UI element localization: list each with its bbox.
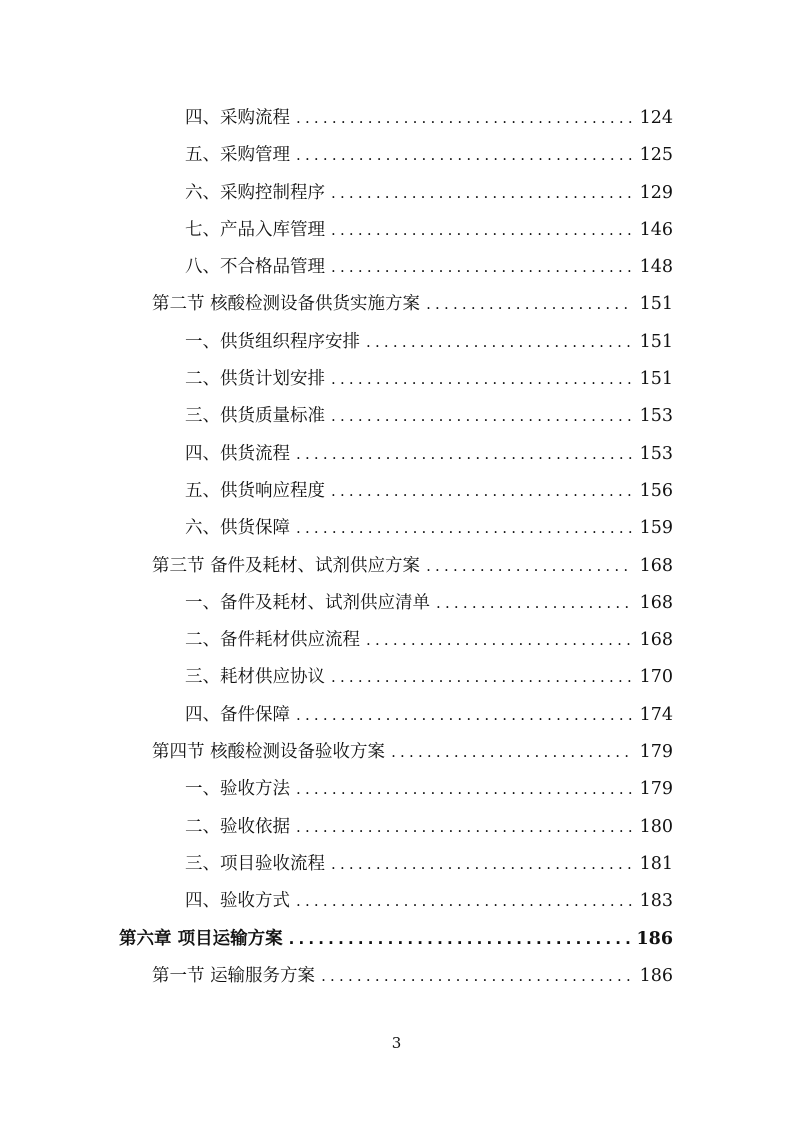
toc-entry[interactable]	[0, 398, 793, 435]
toc-entry-title: 第二节 核酸检测设备供货实施方案	[152, 294, 421, 315]
toc-entry[interactable]	[0, 659, 793, 696]
toc-entry-title: 二、供货计划安排	[185, 369, 325, 390]
toc-entry[interactable]	[0, 212, 793, 249]
toc-entry-page: 156	[639, 480, 673, 501]
toc-entry[interactable]	[0, 510, 793, 547]
toc-entry-title: 三、供货质量标准	[185, 406, 325, 427]
toc-entry-page: 183	[639, 891, 673, 912]
toc-entry[interactable]	[0, 436, 793, 473]
dot-leader	[331, 361, 633, 398]
toc-entry-page: 153	[639, 443, 673, 464]
toc-entry-title: 四、验收方式	[185, 891, 290, 912]
toc-entry-page: 174	[639, 704, 673, 725]
toc-entry-title: 五、采购管理	[185, 145, 290, 166]
toc-entry-title: 第四节 核酸检测设备验收方案	[152, 742, 386, 763]
toc-entry[interactable]	[0, 771, 793, 808]
dot-leader	[289, 921, 631, 958]
toc-entry-page: 146	[639, 219, 673, 240]
toc-entry[interactable]	[0, 249, 793, 286]
toc-entry-page: 125	[639, 145, 673, 166]
toc-entry-title: 六、供货保障	[185, 518, 290, 539]
toc-entry-page: 168	[639, 555, 673, 576]
toc-entry[interactable]	[0, 137, 793, 174]
toc-entry[interactable]	[0, 473, 793, 510]
toc-entry-title: 第三节 备件及耗材、试剂供应方案	[152, 555, 421, 576]
dot-leader	[331, 398, 633, 435]
table-of-contents	[0, 100, 793, 995]
toc-entry-page: 148	[639, 257, 673, 278]
toc-entry-title: 一、备件及耗材、试剂供应清单	[185, 592, 430, 613]
toc-entry[interactable]	[0, 585, 793, 622]
toc-entry-title: 四、采购流程	[185, 108, 290, 128]
dot-leader	[331, 846, 633, 883]
dot-leader	[321, 958, 633, 995]
toc-entry[interactable]	[0, 622, 793, 659]
dot-leader	[296, 137, 633, 174]
dot-leader	[331, 175, 633, 212]
toc-entry-title: 二、备件耗材供应流程	[185, 630, 360, 651]
toc-entry[interactable]	[0, 846, 793, 883]
toc-entry-page: 170	[639, 667, 673, 688]
toc-entry[interactable]	[0, 883, 793, 920]
toc-entry-page: 151	[639, 369, 673, 390]
toc-entry-title: 三、耗材供应协议	[185, 667, 325, 688]
toc-entry-page: 151	[639, 294, 673, 315]
toc-entry[interactable]	[0, 548, 793, 585]
toc-entry-title: 一、验收方法	[185, 779, 290, 800]
toc-entry[interactable]	[0, 734, 793, 771]
toc-entry[interactable]	[0, 697, 793, 734]
toc-entry-title: 六、采购控制程序	[185, 182, 325, 203]
toc-entry-page: 186	[636, 928, 673, 949]
dot-leader	[366, 324, 633, 361]
toc-entry-page: 168	[639, 592, 673, 613]
toc-entry[interactable]	[0, 809, 793, 846]
toc-entry-page: 159	[639, 518, 673, 539]
dot-leader	[296, 883, 633, 920]
toc-entry[interactable]	[0, 100, 793, 137]
dot-leader	[296, 510, 633, 547]
dot-leader	[296, 809, 633, 846]
toc-entry-page: 151	[639, 331, 673, 352]
toc-entry-title: 四、备件保障	[185, 704, 290, 725]
toc-entry[interactable]	[0, 324, 793, 361]
dot-leader	[296, 436, 633, 473]
toc-entry-page: 181	[639, 853, 673, 874]
dot-leader	[331, 659, 633, 696]
dot-leader	[296, 100, 633, 137]
toc-entry-page: 186	[639, 965, 673, 986]
dot-leader	[331, 473, 633, 510]
toc-entry-page: 129	[639, 182, 673, 203]
toc-entry-page: 124	[639, 108, 673, 128]
toc-entry-title: 二、验收依据	[185, 816, 290, 837]
dot-leader	[331, 249, 633, 286]
toc-entry-title: 八、不合格品管理	[185, 257, 325, 278]
dot-leader	[296, 771, 633, 808]
toc-entry-page: 153	[639, 406, 673, 427]
dot-leader	[426, 548, 633, 585]
toc-entry-page: 180	[639, 816, 673, 837]
toc-entry-page: 179	[639, 779, 673, 800]
toc-entry-title: 五、供货响应程度	[185, 480, 325, 501]
dot-leader	[366, 622, 633, 659]
toc-entry-title: 第六章 项目运输方案	[119, 928, 283, 949]
toc-entry-title: 一、供货组织程序安排	[185, 331, 360, 352]
toc-entry[interactable]	[0, 958, 793, 995]
dot-leader	[436, 585, 633, 622]
toc-entry-page: 168	[639, 630, 673, 651]
dot-leader	[426, 286, 633, 323]
toc-entry[interactable]	[0, 286, 793, 323]
page-number: 3	[391, 1034, 402, 1052]
dot-leader	[331, 212, 633, 249]
toc-entry[interactable]	[0, 921, 793, 958]
dot-leader	[391, 734, 633, 771]
toc-entry[interactable]	[0, 175, 793, 212]
toc-entry-title: 第一节 运输服务方案	[152, 965, 316, 986]
toc-entry-title: 三、项目验收流程	[185, 853, 325, 874]
toc-entry-title: 四、供货流程	[185, 443, 290, 464]
toc-entry-page: 179	[639, 742, 673, 763]
toc-entry-title: 七、产品入库管理	[185, 219, 325, 240]
toc-entry[interactable]	[0, 361, 793, 398]
dot-leader	[296, 697, 633, 734]
